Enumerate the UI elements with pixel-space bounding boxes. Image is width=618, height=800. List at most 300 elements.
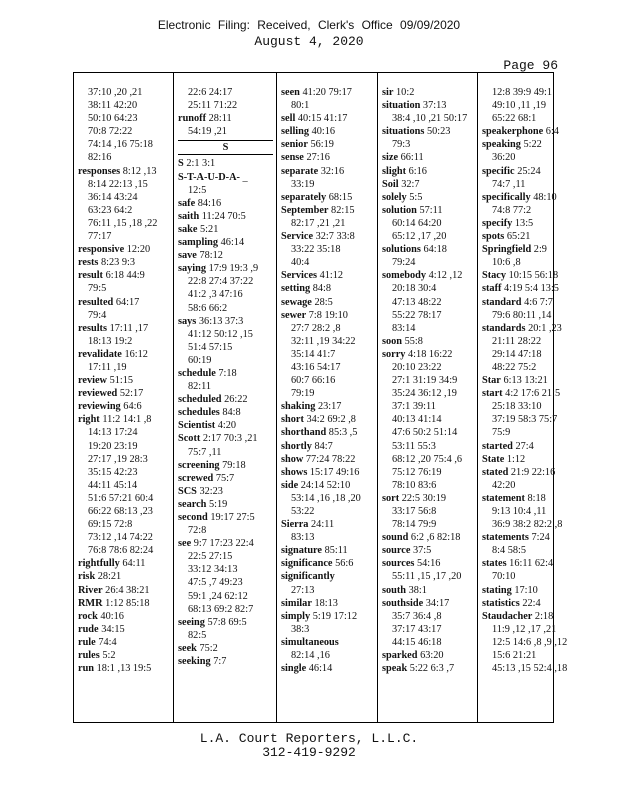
index-entry (482, 282, 559, 295)
page-line-refs: 5:19 (209, 498, 228, 510)
page-line-refs: 13:5 (514, 217, 534, 229)
index-entry (382, 492, 474, 505)
page-line-refs: 25:18 33:10 (492, 401, 542, 413)
index-entry (482, 610, 552, 623)
index-entry (281, 570, 374, 583)
index-entry-continuation (382, 296, 474, 309)
index-word: sense (281, 152, 304, 164)
index-word: saying (178, 263, 207, 275)
index-entry-continuation (178, 302, 273, 315)
index-entry (281, 557, 374, 570)
index-entry-continuation (78, 112, 170, 125)
page-line-refs: 6:18 44:9 (105, 270, 145, 282)
page-line-refs: 84:16 (197, 197, 222, 209)
index-entry (382, 557, 474, 570)
page-line-refs: 79:18 (222, 459, 246, 471)
index-entry (178, 642, 273, 655)
page-line-refs: 63:20 (420, 650, 444, 662)
page-line-refs: 21:11 28:22 (492, 335, 542, 347)
index-entry (78, 243, 170, 256)
index-entry-continuation (78, 492, 170, 505)
page-line-refs: 29:14 47:18 (492, 348, 542, 360)
index-word: side (281, 479, 299, 491)
page-line-refs: 8:12 ,13 (122, 165, 157, 177)
page-line-refs: 70:8 72:22 (88, 126, 133, 138)
index-entry (382, 243, 474, 256)
page-line-refs: 79:5 (88, 283, 107, 295)
index-word: reviewed (78, 388, 118, 400)
index-word: speaking (482, 139, 521, 151)
index-entry-continuation (482, 623, 557, 636)
index-entry-continuation (78, 544, 170, 557)
index-entry-continuation (382, 400, 474, 413)
index-word: significance (281, 558, 333, 570)
page-line-refs: 53:22 (291, 506, 315, 517)
page-line-refs: 9:13 10:4 ,11 (492, 506, 547, 517)
index-entry-continuation (482, 636, 568, 649)
index-word: soon (382, 335, 403, 347)
index-entry (178, 406, 273, 419)
page-line-refs: 37:1 39:11 (392, 401, 436, 413)
index-entry-continuation (382, 426, 474, 439)
page-line-refs: 10:15 56:18 (508, 270, 559, 282)
index-entry-continuation (78, 191, 170, 204)
index-column-1 (74, 73, 173, 722)
index-entry-continuation (78, 453, 170, 466)
index-entry (281, 138, 374, 151)
page-line-refs: 40:4 (291, 257, 310, 269)
page-line-refs: 48:10 (533, 191, 557, 203)
page-line-refs: 27:16 (306, 152, 330, 164)
index-entry (178, 459, 273, 472)
index-column-5 (477, 73, 568, 722)
page-line-refs: 17:11 ,17 (109, 322, 149, 334)
index-entry-continuation (78, 204, 170, 217)
index-word: schedule (178, 367, 216, 379)
index-word: states (482, 558, 507, 570)
index-entry-continuation (382, 518, 474, 531)
index-word: responsive (78, 244, 125, 256)
page-line-refs: 6:2 ,6 82:18 (410, 532, 461, 544)
page-line-refs: 40:16 (311, 126, 336, 138)
index-entry (281, 518, 374, 531)
index-entry-continuation (382, 636, 474, 649)
page-line-refs: 26:4 38:21 (105, 584, 150, 596)
index-entry (281, 125, 374, 138)
index-entry-continuation (178, 603, 273, 616)
page-line-refs: 36:13 37:3 (198, 315, 244, 327)
page-line-refs: 18:13 (314, 597, 338, 609)
page-line-refs: 5:2 (102, 650, 116, 662)
page-line-refs: 47:5 ,7 49:23 (188, 577, 243, 589)
index-word: resulted (78, 296, 114, 308)
index-entry-continuation (281, 584, 374, 597)
index-entry (78, 413, 170, 426)
index-entry (482, 557, 552, 570)
index-column-2 (173, 73, 276, 722)
page-line-refs: 53:11 55:3 (392, 440, 436, 452)
page-line-refs: 6:13 13:21 (503, 375, 548, 387)
index-entry-continuation (281, 505, 374, 518)
page-line-refs: 27:13 (291, 584, 315, 596)
index-word: staff (482, 283, 502, 295)
index-entry (281, 662, 374, 675)
page-line-refs: 46:14 (308, 663, 333, 675)
page-line-refs: 82:16 (88, 152, 112, 164)
index-entry-continuation (178, 380, 273, 393)
page-line-refs: 8:14 22:13 ,15 (88, 178, 148, 190)
index-entry-continuation (382, 453, 474, 466)
page-line-refs: 35:15 42:23 (88, 466, 138, 478)
page-line-refs: 21:9 22:16 (510, 466, 556, 478)
page-line-refs: 10:2 (396, 87, 415, 98)
index-entry-continuation (382, 623, 474, 636)
page-line-refs: 28:11 (208, 113, 232, 125)
page-line-refs: 58:6 66:2 (188, 302, 228, 314)
index-entry (281, 309, 374, 322)
index-entry (178, 197, 273, 210)
page-line-refs: 27:1 31:19 34:9 (392, 375, 458, 387)
page-line-refs: 19:20 23:19 (88, 440, 138, 452)
page-line-refs: 12:20 (126, 244, 151, 256)
index-word: SCS (178, 485, 197, 497)
index-word: seeking (178, 656, 211, 668)
page-line-refs: 2:18 (534, 610, 554, 622)
index-entry-continuation (482, 151, 552, 164)
index-word: speakerphone (482, 126, 544, 138)
index-entry (178, 498, 273, 511)
page-line-refs: 75:2 (199, 642, 218, 654)
index-word: risk (78, 571, 96, 583)
index-entry (482, 296, 552, 309)
index-entry (78, 269, 170, 282)
page-line-refs: 37:19 58:3 75:7 (492, 414, 558, 426)
index-entry-continuation (178, 629, 273, 642)
index-entry-continuation (382, 282, 474, 295)
index-word: S-T-A-U-D-A- (178, 171, 240, 183)
page-line-refs: 82:5 (188, 629, 207, 641)
page-line-refs: 84:7 (314, 440, 333, 452)
page-line-refs: 5:19 17:12 (312, 610, 358, 622)
index-entry-continuation (482, 361, 552, 374)
index-word: review (78, 375, 107, 387)
page-line-refs: 5:5 (409, 191, 423, 203)
index-word: Soil (382, 178, 399, 190)
index-entry-continuation (482, 570, 552, 583)
page-line-refs: 45:13 ,15 52:4 ,18 (492, 663, 568, 675)
index-entry-continuation (78, 151, 170, 164)
page-line-refs: 2:17 70:3 ,21 (202, 433, 258, 445)
page-line-refs: 85:11 (324, 545, 348, 557)
index-entry-continuation (178, 524, 273, 537)
page-line-refs: 77:24 78:22 (305, 453, 356, 465)
index-entry-continuation (382, 479, 474, 492)
index-word: specify (482, 217, 513, 229)
index-entry (382, 597, 474, 610)
index-word: setting (281, 283, 311, 295)
page-line-refs: 34:17 (425, 597, 450, 609)
index-word: simultaneous (281, 636, 339, 648)
index-entry-continuation (482, 256, 552, 269)
page-line-refs: 68:13 69:2 82:7 (188, 603, 254, 615)
index-word: Scott (178, 433, 201, 445)
index-word: selling (281, 126, 310, 138)
index-word: River (78, 584, 103, 596)
page-line-refs: 60:14 64:20 (392, 217, 442, 229)
index-word: Services (281, 270, 318, 282)
index-entry (178, 616, 273, 629)
page-line-refs: 4:6 7:7 (524, 296, 553, 308)
index-entry (281, 269, 374, 282)
index-entry-continuation (281, 492, 374, 505)
index-entry-continuation (78, 230, 170, 243)
page-line-refs: 64:17 (115, 296, 140, 308)
index-entry (281, 296, 374, 309)
index-entry (281, 151, 374, 164)
page-line-refs: 72:8 (188, 525, 207, 537)
page-line-refs: 79:24 (392, 257, 416, 269)
footer (0, 732, 618, 760)
index-entry (281, 544, 374, 557)
index-entry-continuation (482, 348, 552, 361)
page-line-refs: 41:2 ,3 47:16 (188, 289, 243, 301)
index-word: reviewing (78, 401, 121, 413)
page-line-refs: 19:17 27:5 (210, 512, 255, 523)
page-line-refs: 42:20 (492, 479, 516, 491)
reporter-phone: 312-419-9292 (262, 745, 356, 760)
page-line-refs: 6:16 (408, 165, 427, 177)
index-entry (482, 466, 556, 479)
page-line-refs: 55:22 78:17 (392, 309, 442, 321)
page-line-refs: 64:6 (123, 401, 142, 413)
index-entry-continuation (482, 112, 552, 125)
index-word: Stacy (482, 270, 507, 282)
page-line-refs: 65:12 ,17 ,20 (392, 231, 447, 243)
word-index-table (73, 72, 568, 723)
page-line-refs: 51:6 57:21 60:4 (88, 492, 154, 504)
index-entry (78, 610, 170, 623)
page-line-refs: 55:11 ,15 ,17 ,20 (392, 571, 462, 583)
page-line-refs: 84:8 (312, 283, 332, 295)
page-line-refs: 79:3 (392, 139, 411, 151)
index-word: single (281, 663, 307, 675)
page-line-refs: 27:17 ,19 28:3 (88, 453, 148, 465)
index-word: Service (281, 231, 314, 243)
page-line-refs: 7:7 (213, 656, 227, 668)
index-entry-continuation (78, 479, 170, 492)
page-line-refs: 48:22 75:2 (492, 361, 537, 373)
index-word: statistics (482, 597, 520, 609)
index-word: safe (178, 197, 196, 209)
index-word: start (482, 388, 503, 400)
index-entry-continuation (382, 361, 474, 374)
index-entry (178, 315, 273, 328)
index-word: sir (382, 87, 394, 98)
index-entry (178, 262, 273, 275)
index-entry-continuation (382, 387, 474, 400)
index-word: right (78, 414, 100, 426)
page-line-refs: 8:23 9:3 (100, 257, 136, 269)
index-word: screwed (178, 472, 214, 484)
index-entry-continuation (382, 112, 474, 125)
index-entry-continuation (78, 86, 170, 99)
page-line-refs: 65:21 (506, 231, 531, 243)
index-entry (178, 367, 273, 380)
page-line-refs: 34:2 69:2 ,8 (306, 414, 356, 426)
page-line-refs: 36:9 38:2 82:2 ,8 (492, 519, 563, 531)
index-entry (382, 269, 474, 282)
page-line-refs: 7:8 19:10 (308, 309, 348, 321)
page-line-refs: 68:12 ,20 75:4 ,6 (392, 453, 463, 465)
page-line-refs: 22:8 27:4 37:22 (188, 276, 254, 288)
index-entry (178, 485, 273, 498)
index-entry-continuation (178, 576, 273, 589)
index-entry (482, 492, 552, 505)
index-word: specifically (482, 191, 531, 203)
index-entry (382, 204, 474, 217)
page-line-refs: 34:15 (101, 623, 125, 635)
index-word: slight (382, 165, 407, 177)
index-entry (178, 171, 273, 184)
page-line-refs: 38:1 (408, 584, 427, 596)
page-line-refs: 70:10 (492, 571, 516, 583)
index-word: schedules (178, 407, 220, 419)
index-word: situations (382, 126, 425, 138)
page-line-refs: 78:10 83:6 (392, 479, 437, 491)
page-line-refs: 41:12 50:12 ,15 (188, 328, 253, 340)
index-entry (78, 649, 170, 662)
index-entry-continuation (281, 243, 374, 256)
index-entry-continuation (281, 256, 374, 269)
page-line-refs: 33:12 34:13 (188, 564, 238, 576)
page-line-refs: 12:8 39:9 49:1 (492, 87, 553, 98)
index-entry-continuation (178, 275, 273, 288)
index-entry (382, 584, 474, 597)
index-entry-continuation (382, 466, 474, 479)
index-entry (281, 426, 374, 439)
page-line-refs: 79:4 (88, 309, 107, 321)
page-line-refs: 46:14 (220, 237, 245, 249)
index-word: save (178, 250, 197, 262)
page-line-refs: 32:7 (401, 178, 420, 190)
index-entry-continuation (482, 178, 552, 191)
page-line-refs: 75:7 (215, 472, 235, 484)
index-word: Springfield (482, 244, 532, 256)
index-entry (281, 440, 374, 453)
index-entry-continuation (178, 125, 273, 138)
index-entry (482, 531, 552, 544)
index-word: stated (482, 466, 509, 478)
page-line-refs: 27:7 28:2 ,8 (291, 322, 341, 334)
page-line-refs: 74:14 ,16 75:18 (88, 139, 153, 151)
index-entry-continuation (382, 570, 474, 583)
index-entry (178, 472, 273, 485)
index-entry-continuation (78, 178, 170, 191)
page-line-refs: 54:19 ,21 (188, 126, 227, 138)
index-entry-continuation (178, 590, 273, 603)
index-word: result (78, 270, 103, 282)
index-entry (178, 249, 273, 262)
index-word: solution (382, 204, 417, 216)
index-entry (482, 374, 552, 387)
page-line-refs: 12:5 14:6 ,8 ,9 ,12 (492, 636, 568, 648)
filing-stamp: Electronic Filing: Received, Clerk's Office 09/09/2020 (157, 18, 461, 32)
index-entry-continuation (78, 99, 170, 112)
index-word: scheduled (178, 394, 222, 406)
index-entry-continuation (482, 649, 552, 662)
index-word: short (281, 414, 304, 426)
page-line-refs: 40:13 41:14 (392, 414, 442, 426)
index-entry (78, 165, 170, 178)
index-entry (178, 511, 273, 524)
page-line-refs: 85:3 ,5 (328, 427, 358, 439)
index-entry (78, 322, 170, 335)
index-word: Scientist (178, 420, 216, 432)
index-entry (281, 400, 374, 413)
index-entry-continuation (281, 387, 374, 400)
index-entry-continuation (281, 178, 374, 191)
page-line-refs: 5:22 6:3 ,7 (409, 663, 455, 675)
page-line-refs: 40:15 41:17 (297, 113, 348, 125)
index-entry-continuation (382, 256, 474, 269)
index-word: signature (281, 545, 323, 557)
page-line-refs: 4:20 (217, 420, 237, 432)
page-line-refs: 37:10 ,20 ,21 (88, 87, 143, 98)
index-entry (382, 335, 474, 348)
index-word: saith (178, 210, 200, 222)
page-line-refs: 74:7 ,11 (492, 178, 526, 190)
section-letter: S (178, 140, 273, 155)
index-entry (281, 453, 374, 466)
index-word: specific (482, 165, 515, 177)
index-entry-continuation (78, 505, 170, 518)
index-entry (281, 636, 374, 649)
index-word: Star (482, 375, 501, 387)
index-entry (178, 112, 273, 125)
page-line-refs: 41:12 (319, 270, 344, 282)
index-entry-continuation (382, 413, 474, 426)
index-entry-continuation (382, 440, 474, 453)
index-entry-continuation (382, 230, 474, 243)
index-entry (281, 479, 374, 492)
index-word: separate (281, 165, 319, 177)
page-line-refs: 80:1 (291, 100, 310, 112)
page-line-refs: 56:6 (335, 558, 354, 570)
index-word: sparked (382, 650, 418, 662)
page-line-refs: 40:16 (100, 610, 124, 622)
page-line-refs: 83:13 (291, 532, 315, 544)
index-entry (281, 86, 374, 99)
index-word: sort (382, 492, 400, 504)
page-line-refs: 74:8 77:2 (492, 204, 532, 216)
index-entry (382, 348, 474, 361)
page-line-refs: 14:13 17:24 (88, 427, 138, 439)
page-line-refs: 36:14 43:24 (88, 191, 138, 203)
page-line-refs: 51:4 57:15 (188, 341, 233, 353)
index-entry-continuation (281, 335, 374, 348)
page-line-refs: 20:18 30:4 (392, 283, 437, 295)
index-word: speak (382, 663, 408, 675)
index-entry (482, 243, 552, 256)
page-line-refs: 51:15 (109, 375, 134, 387)
index-entry (482, 387, 561, 400)
index-word: screening (178, 459, 220, 471)
page-line-refs: 63:23 64:2 (88, 204, 133, 216)
page-line-refs: 7:24 (531, 532, 550, 544)
page-line-refs: 35:24 36:12 ,19 (392, 388, 457, 400)
index-entry (482, 269, 559, 282)
page-line-refs: 43:16 54:17 (291, 361, 341, 373)
